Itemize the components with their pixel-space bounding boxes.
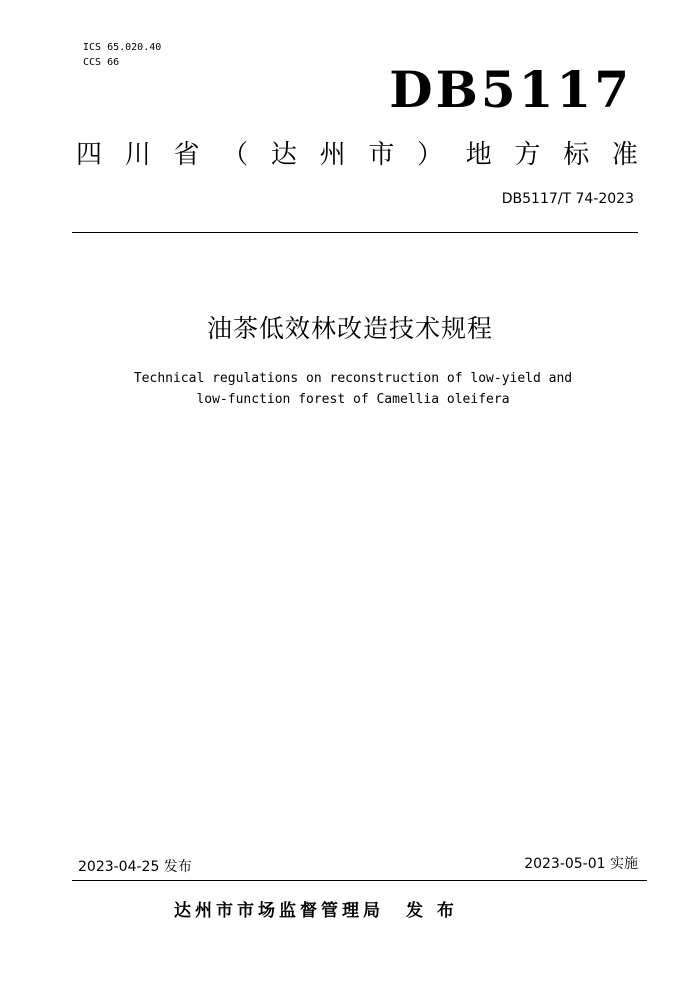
standard-type-char: ） [417, 140, 444, 170]
publisher-line [174, 899, 458, 923]
header-divider [72, 232, 638, 233]
standard-type-char: 准 [611, 140, 638, 170]
standard-type-char: 四 [76, 140, 103, 170]
standard-type-char: 市 [368, 140, 395, 170]
standard-type-char: 地 [465, 140, 492, 170]
standard-type-char: 标 [563, 140, 590, 170]
classification-codes [83, 40, 161, 70]
standard-type-char: 省 [173, 140, 200, 170]
publisher-name: 达州市市场监督管理局 [174, 901, 384, 921]
standard-type-char: 方 [514, 140, 541, 170]
ics-code: ICS 65.020.40 [83, 42, 162, 53]
standard-type-heading [76, 138, 638, 172]
document-title-chinese: 油茶低效林改造技术规程 [206, 314, 493, 343]
standard-number: DB5117/T 74-2023 [501, 191, 634, 207]
standard-logo: DB5117 [389, 60, 632, 119]
ccs-code: CCS 66 [83, 57, 120, 68]
issue-date: 2023-04-25 发布 [78, 859, 192, 875]
publish-label: 发 布 [406, 901, 458, 921]
standard-type-char: （ [222, 140, 249, 170]
implementation-date: 2023-05-01 实施 [524, 856, 638, 872]
standard-type-char: 州 [319, 140, 346, 170]
standard-type-char: 川 [124, 140, 151, 170]
footer-divider [72, 880, 647, 881]
english-title-line-1: Technical regulations on reconstruction of low-yield and [133, 371, 573, 386]
english-title-line-2: low-function forest of Camellia oleifera [196, 392, 510, 407]
document-title-english [0, 368, 700, 410]
standard-type-char: 达 [270, 140, 297, 170]
